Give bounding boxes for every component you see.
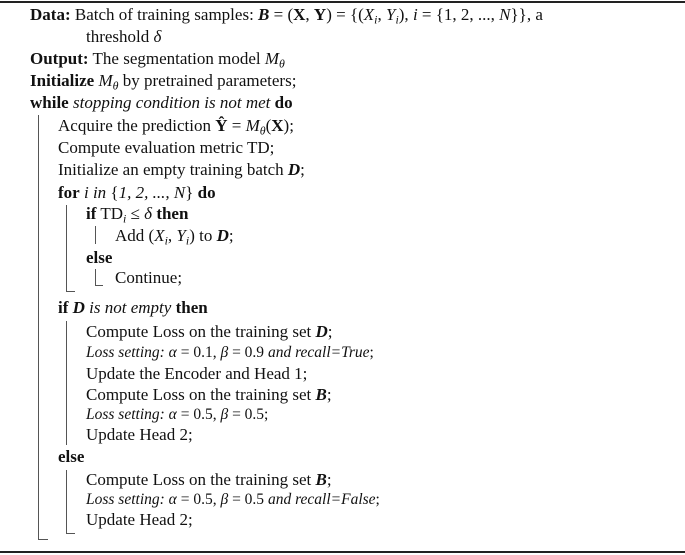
algo-line-for — [58, 182, 216, 204]
math-or-emphasis: X — [363, 5, 375, 24]
keyword: X — [293, 5, 306, 24]
algo-line-init-batch — [58, 159, 305, 181]
keyword: then — [152, 204, 189, 223]
math-or-emphasis: M — [98, 71, 113, 90]
algo-line-data — [30, 4, 543, 26]
algo-line-setting-3 — [86, 489, 380, 511]
text: by pretrained parameters; — [118, 71, 297, 90]
text: Compute evaluation metric TD; — [58, 138, 275, 157]
keyword: Y — [313, 5, 327, 24]
math-or-emphasis: β — [220, 491, 229, 508]
keyword: if — [58, 298, 69, 317]
for-body-bar — [66, 205, 67, 291]
text: , — [305, 5, 314, 24]
math-or-emphasis: Loss setting: α — [86, 344, 177, 361]
text: = ( — [269, 5, 294, 24]
algo-line-output — [30, 48, 285, 70]
keyword: X — [271, 116, 284, 135]
algo-line-setting-1 — [86, 342, 374, 364]
algo-line-add — [115, 225, 234, 247]
math-or-emphasis: θ — [259, 123, 266, 138]
else-outer-body-foot — [66, 533, 75, 534]
math-or-emphasis: i — [395, 12, 399, 27]
math-or-emphasis: i — [164, 233, 168, 248]
math-or-emphasis: β — [220, 406, 229, 423]
text: Compute Loss on the training set — [86, 322, 316, 341]
math-or-emphasis: β — [220, 344, 229, 361]
text: = {1, 2, ..., — [417, 5, 500, 24]
text: Add ( — [115, 226, 155, 245]
text: TD — [96, 204, 123, 223]
text: = 0.1, — [176, 344, 221, 361]
text: Acquire the prediction — [58, 116, 216, 135]
text: { — [110, 183, 119, 202]
math-or-emphasis: Y — [385, 5, 396, 24]
text: } — [185, 183, 198, 202]
text: ; — [327, 322, 333, 341]
keyword: then — [175, 298, 208, 317]
algo-line-data-cont — [86, 26, 161, 48]
keyword: Ŷ — [215, 116, 228, 135]
for-body-foot — [66, 291, 75, 292]
math-or-emphasis: i in — [79, 183, 111, 202]
text: = 0.9 — [228, 344, 268, 361]
top-rule — [0, 1, 685, 3]
algo-line-if-d — [58, 297, 208, 319]
keyword: Output: — [30, 49, 89, 68]
math-or-emphasis: Y — [176, 226, 186, 245]
text: = 0.5; — [228, 406, 269, 423]
keyword: Data: — [30, 5, 71, 24]
text: , — [377, 5, 386, 24]
math-or-emphasis: B — [315, 385, 327, 404]
algo-line-loss-d — [86, 321, 333, 343]
text: = 0.5 — [228, 491, 268, 508]
math-or-emphasis: M — [245, 116, 260, 135]
bottom-rule — [0, 551, 685, 553]
text: Compute Loss on the training set — [86, 470, 316, 489]
text: ; — [369, 344, 374, 361]
math-or-emphasis: i — [123, 211, 127, 226]
math-or-emphasis: B — [258, 5, 270, 24]
keyword: Initialize — [30, 71, 95, 90]
algo-line-init-model — [30, 70, 296, 92]
text: ; — [375, 491, 380, 508]
while-body-foot — [38, 539, 48, 540]
math-or-emphasis: δ — [153, 27, 162, 46]
text: Compute Loss on the training set — [86, 385, 316, 404]
math-or-emphasis: M — [264, 49, 280, 68]
algo-line-update-head2-1 — [86, 424, 193, 446]
algo-line-compute-td — [58, 137, 274, 159]
math-or-emphasis: D — [315, 322, 328, 341]
math-or-emphasis: B — [315, 470, 327, 489]
math-or-emphasis: is not empty — [84, 298, 176, 317]
algo-line-loss-b-1 — [86, 384, 332, 406]
math-or-emphasis: 1, 2, ..., N — [118, 183, 186, 202]
algo-line-if-td — [86, 203, 188, 225]
math-or-emphasis: i — [374, 12, 378, 27]
algo-line-update-head2-2 — [86, 509, 193, 531]
math-or-emphasis: i — [412, 5, 418, 24]
text: ) to — [189, 226, 217, 245]
text: ; — [326, 470, 332, 489]
keyword: else — [58, 447, 85, 466]
math-or-emphasis: i — [185, 233, 190, 248]
math-or-emphasis: D — [287, 160, 301, 179]
math-or-emphasis: θ — [279, 56, 285, 71]
algo-line-else-outer — [58, 446, 84, 468]
text: , — [167, 226, 177, 245]
text: Update Head 2; — [86, 510, 193, 529]
while-body-bar — [38, 115, 39, 539]
algo-line-continue — [115, 267, 182, 289]
math-or-emphasis: D — [72, 298, 85, 317]
text: ); — [283, 116, 294, 135]
math-or-emphasis: N — [499, 5, 511, 24]
math-or-emphasis: δ — [144, 204, 153, 223]
if-td-body-bar — [95, 226, 96, 244]
math-or-emphasis: stopping condition is not met — [68, 93, 275, 112]
keyword: for — [58, 183, 80, 202]
text: The segmentation model — [88, 49, 265, 68]
math-or-emphasis: Loss setting: α — [86, 491, 177, 508]
algo-line-update-enc — [86, 363, 307, 385]
text: ; — [326, 385, 332, 404]
text: ( — [265, 116, 272, 135]
keyword: do — [274, 93, 293, 112]
keyword: if — [86, 204, 97, 223]
text: = — [227, 116, 246, 135]
else-inner-body-bar — [95, 269, 96, 285]
text: ), — [398, 5, 413, 24]
text: Initialize an empty training batch — [58, 160, 288, 179]
math-or-emphasis: D — [216, 226, 229, 245]
text: threshold — [86, 27, 154, 46]
text: Batch of training samples: — [70, 5, 259, 24]
if-d-body-bar — [66, 321, 67, 445]
algo-line-else-inner — [86, 247, 112, 269]
text: ; — [300, 160, 305, 179]
math-or-emphasis: Loss setting: α — [86, 406, 177, 423]
text: Update the Encoder and Head 1; — [86, 364, 308, 383]
math-or-emphasis: X — [154, 226, 165, 245]
keyword: do — [197, 183, 216, 202]
else-outer-body-bar — [66, 470, 67, 533]
text: = 0.5, — [176, 491, 221, 508]
text: = 0.5, — [176, 406, 221, 423]
math-or-emphasis: and recall=True — [267, 344, 370, 361]
keyword: else — [86, 248, 113, 267]
math-or-emphasis: and recall=False — [267, 491, 376, 508]
algo-line-acquire — [58, 115, 294, 137]
keyword: while — [30, 93, 69, 112]
else-inner-body-foot — [95, 285, 103, 286]
algo-line-while — [30, 92, 293, 114]
algo-line-loss-b-2 — [86, 469, 332, 491]
text: ≤ — [126, 204, 145, 223]
text: Continue; — [115, 268, 183, 287]
text: Update Head 2; — [86, 425, 193, 444]
text: ) = {( — [326, 5, 364, 24]
algo-line-setting-2 — [86, 404, 268, 426]
math-or-emphasis: θ — [112, 78, 119, 93]
text: }}, a — [510, 5, 543, 24]
text: ; — [228, 226, 234, 245]
